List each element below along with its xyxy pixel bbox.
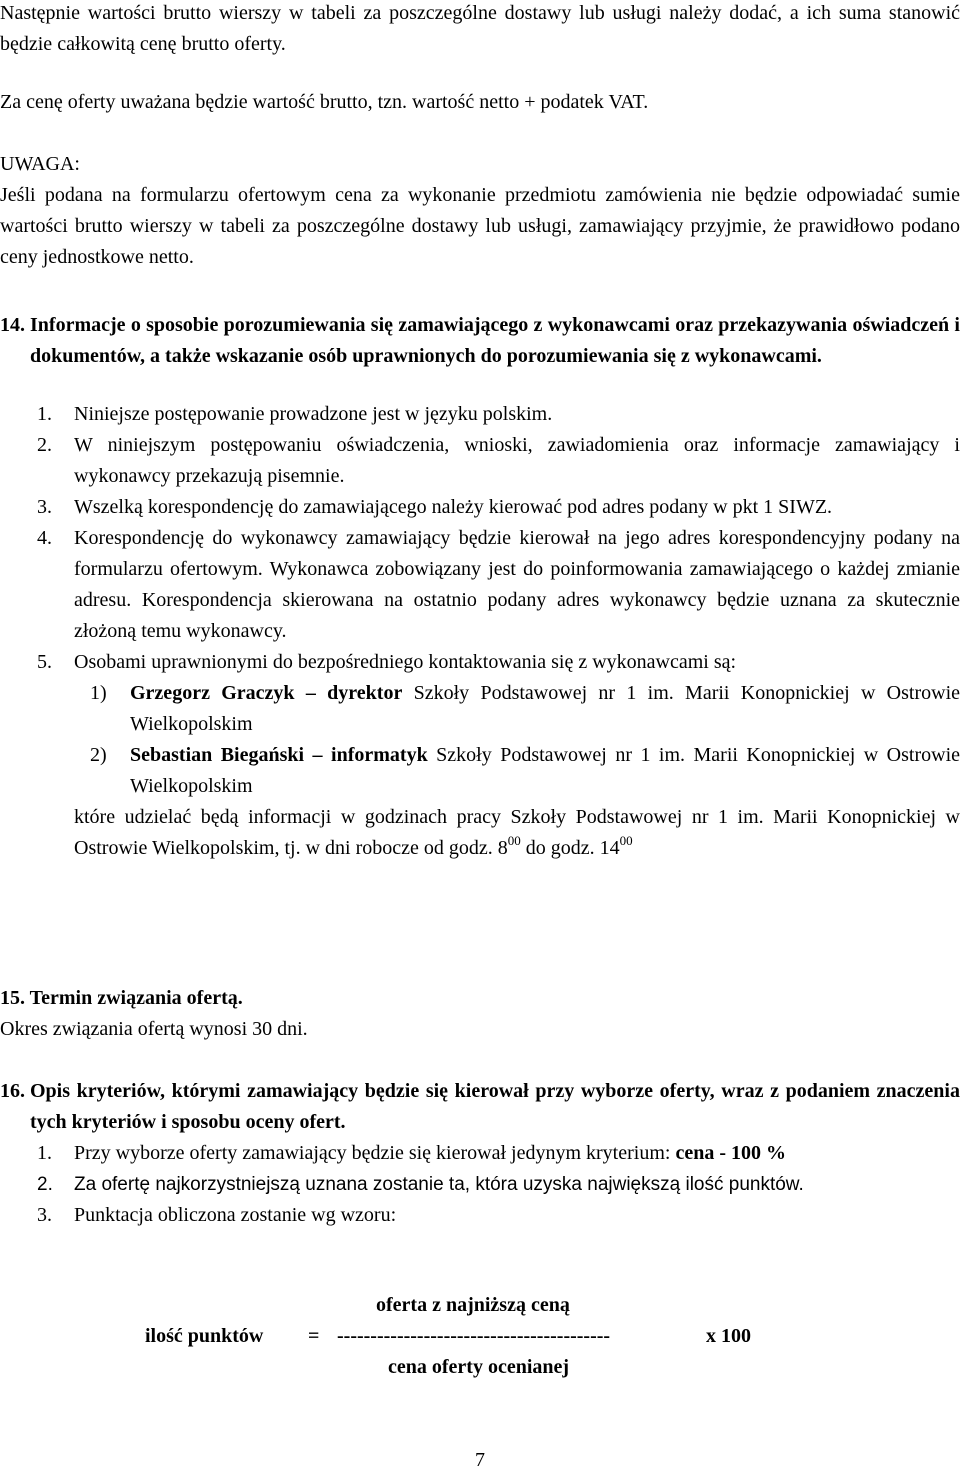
- list-item: 2. Za ofertę najkorzystniejszą uznana zostanie ta, która uzyska największą ilość punktów.: [37, 1174, 804, 1195]
- section-14-list: [0, 399, 960, 678]
- section-14-heading: [0, 310, 960, 372]
- warning-label: UWAGA:: [0, 153, 80, 175]
- person-role: informatyk: [331, 744, 428, 766]
- formula-multiplier: x 100: [706, 1325, 751, 1347]
- warning-text: Jeśli podana na formularzu ofertowym cena za wykonanie przedmiotu zamówienia nie będzie odpowiadać sumie wartości brutto wierszy w tabeli za poszczególne dostawy lub usługi, zamawiający przyjmie, że prawidłowo podano ceny jednostkowe netto.: [0, 184, 960, 268]
- section-number: 14.: [0, 314, 25, 336]
- formula-equals: =: [308, 1325, 320, 1347]
- list-item: 3. Wszelką korespondencję do zamawiającego należy kierować pod adres podany w pkt 1 SIWZ.: [37, 496, 833, 518]
- person-name: Grzegorz Graczyk: [130, 682, 295, 704]
- formula-denominator: cena oferty ocenianej: [388, 1356, 570, 1378]
- section-14: [0, 310, 960, 864]
- section-15-heading: 15. Termin związania ofertą.: [0, 987, 243, 1009]
- authorized-persons-list: [0, 678, 960, 802]
- intro-paragraph: Następnie wartości brutto wierszy w tabeli za poszczególne dostawy lub usługi należy dodać, a ich suma stanowić będzie całkowitą cenę brutto oferty.: [0, 2, 960, 55]
- person-item: 1) Grzegorz Graczyk – dyrektor Szkoły Podstawowej nr 1 im. Marii Konopnickiej w Ostrowie Wielkopolskim: [90, 682, 960, 735]
- person-item: 2) Sebastian Biegański – informatyk Szkoły Podstawowej nr 1 im. Marii Konopnickiej w Ostrowie Wielkopolskim: [90, 744, 960, 797]
- section-16: [0, 1076, 960, 1231]
- formula-fraction-bar: -----------------------------------------: [337, 1325, 611, 1347]
- price-definition: Za cenę oferty uważana będzie wartość brutto, tzn. wartość netto + podatek VAT.: [0, 91, 649, 113]
- list-item: 4. Korespondencję do wykonawcy zamawiający będzie kierował na jego adres korespondencyjny podany na formularzu ofertowym. Wykonawca zobowiązany jest do poinformowania zamawiającego o każdej zmianie adresu. Korespondencja skierowana na ostatnio podany adres wykonawcy będzie uznana za skutecznie złożoną temu wykonawcy.: [37, 527, 960, 642]
- list-item: 5. Osobami uprawnionymi do bezpośredniego kontaktowania się z wykonawcami są:: [37, 651, 737, 673]
- list-item: 1. Niniejsze postępowanie prowadzone jest w języku polskim.: [37, 403, 553, 425]
- person-role: dyrektor: [327, 682, 403, 704]
- formula-numerator: oferta z najniższą ceną: [376, 1294, 570, 1316]
- section-title: Informacje o sposobie porozumiewania się zamawiającego z wykonawcami oraz przekazywania oświadczeń i dokumentów, a także wskazanie osób uprawnionych do porozumiewania się z wykonawcami.: [30, 314, 960, 367]
- warning-block: [0, 149, 960, 273]
- section-15: [0, 983, 960, 1045]
- section-16-heading: 16. Opis kryteriów, którymi zamawiający będzie się kierował przy wyborze oferty, wraz z podaniem znaczenia tych kryteriów i sposobu oceny ofert.: [0, 1080, 960, 1133]
- list-item: 1. Przy wyborze oferty zamawiający będzie się kierował jedynym kryterium: cena - 100 %: [37, 1142, 786, 1164]
- page-number: 7: [475, 1449, 485, 1471]
- person-name: Sebastian Biegański: [130, 744, 305, 766]
- section-16-list: [0, 1138, 960, 1231]
- list-item: 2. W niniejszym postępowaniu oświadczenia, wnioski, zawiadomienia oraz informacje zamawiający i wykonawcy przekazują pisemnie.: [37, 434, 960, 487]
- list-item: 3. Punktacja obliczona zostanie wg wzoru:: [37, 1204, 397, 1226]
- formula-left: ilość punktów: [145, 1325, 264, 1347]
- contact-hours: które udzielać będą informacji w godzinach pracy Szkoły Podstawowej nr 1 im. Marii Konopnickiej w Ostrowie Wielkopolskim, tj. w dni robocze od godz. $8^{00}$ do godz. $14^{00}$: [74, 806, 960, 859]
- section-15-text: Okres związania ofertą wynosi 30 dni.: [0, 1018, 308, 1040]
